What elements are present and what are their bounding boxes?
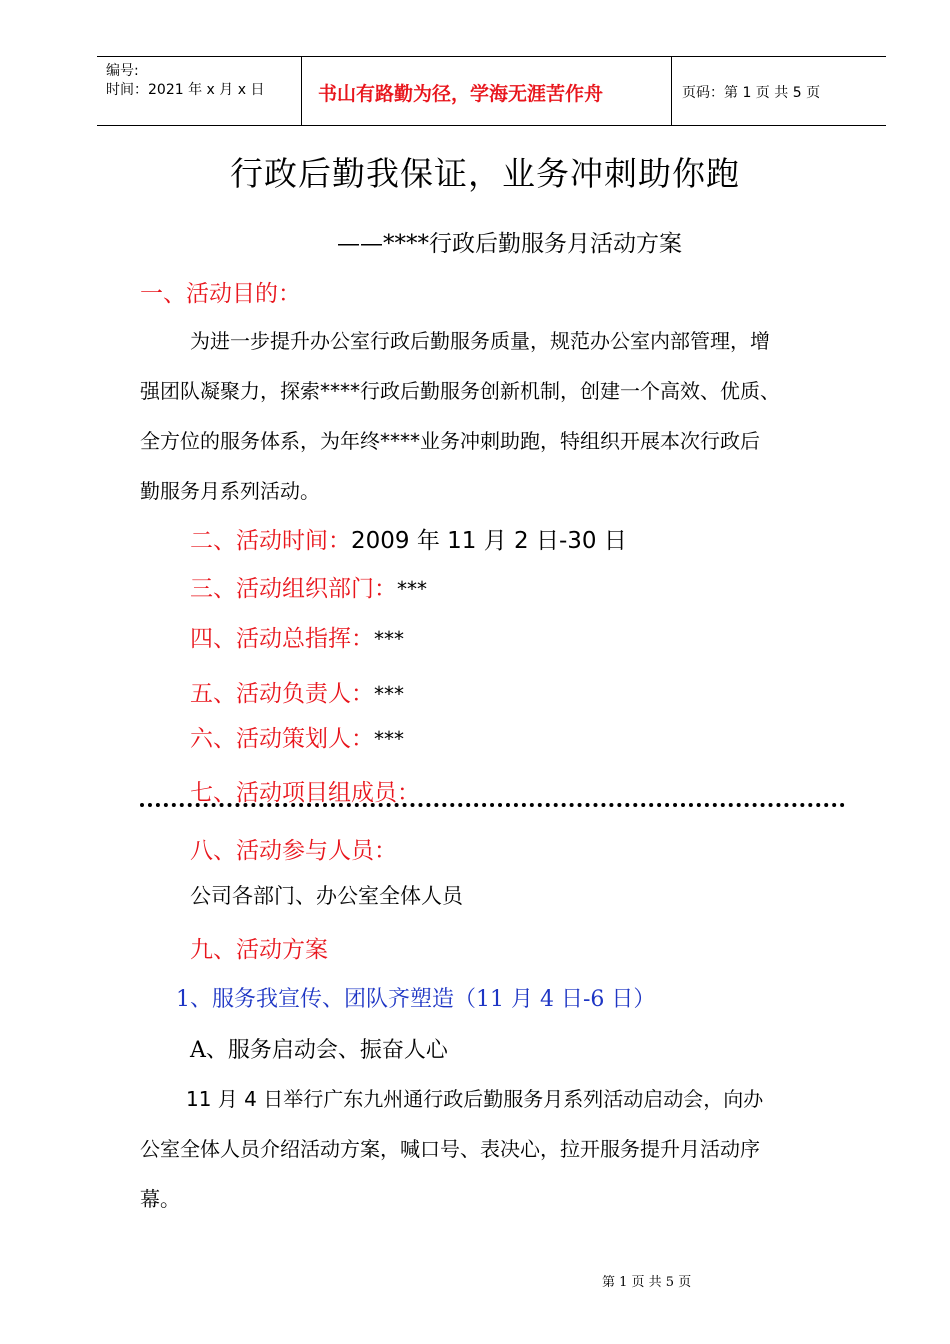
- dotted-divider: [140, 803, 845, 807]
- header-page-info: 页码：第 1 页 共 5 页: [682, 85, 821, 101]
- section-heading: [190, 620, 404, 653]
- section-value: 公司各部门、办公室全体人员: [190, 884, 463, 908]
- section-heading: 一、活动目的：: [140, 281, 301, 307]
- section-label: 六、活动策划人：: [190, 726, 374, 752]
- section-label: 二、活动时间：: [190, 528, 351, 554]
- body-line: 全方位的服务体系，为年终****业务冲刺助跑，特组织开展本次行政后: [140, 429, 760, 453]
- page-subtitle: ——****行政后勤服务月活动方案: [337, 231, 682, 257]
- section-value: ***: [374, 627, 404, 651]
- section-value: 2009 年 11 月 2 日-30 日: [351, 528, 627, 554]
- section-heading: [190, 570, 427, 603]
- section-heading: 九、活动方案: [190, 937, 328, 963]
- header-motto: 书山有路勤为径，学海无涯苦作舟: [318, 83, 604, 105]
- body-line: 为进一步提升办公室行政后勤服务质量，规范办公室内部管理，增: [190, 329, 770, 353]
- document-time: 时间：2021 年 x 月 x 日: [106, 82, 265, 98]
- plan-item: 1、服务我宣传、团队齐塑造（11 月 4 日-6 日）: [176, 987, 656, 1012]
- section-label: 四、活动总指挥：: [190, 626, 374, 652]
- section-heading: [190, 675, 404, 708]
- header-divider: [301, 57, 302, 125]
- section-heading: [190, 720, 404, 753]
- body-line: 11 月 4 日举行广东九州通行政后勤服务月系列活动启动会，向办: [186, 1087, 764, 1111]
- body-line: 勤服务月系列活动。: [140, 479, 320, 503]
- document-number-label: 编号:: [106, 63, 139, 79]
- section-heading: 八、活动参与人员：: [190, 838, 397, 864]
- section-label: 五、活动负责人：: [190, 681, 374, 707]
- section-heading: [190, 522, 627, 555]
- section-value: ***: [374, 682, 404, 706]
- section-heading: 七、活动项目组成员：: [190, 780, 420, 806]
- section-label: 三、活动组织部门：: [190, 576, 397, 602]
- body-line: 强团队凝聚力，探索****行政后勤服务创新机制，创建一个高效、优质、: [140, 379, 780, 403]
- body-line: 公室全体人员介绍活动方案，喊口号、表决心，拉开服务提升月活动序: [140, 1137, 760, 1161]
- header-divider: [671, 57, 672, 125]
- page-title: 行政后勤我保证，业务冲刺助你跑: [230, 154, 740, 193]
- body-line: 幕。: [140, 1187, 180, 1211]
- section-value: ***: [374, 727, 404, 751]
- plan-subitem: A、服务启动会、振奋人心: [190, 1038, 448, 1063]
- section-value: ***: [397, 577, 427, 601]
- page-footer: 第 1 页 共 5 页: [602, 1275, 692, 1290]
